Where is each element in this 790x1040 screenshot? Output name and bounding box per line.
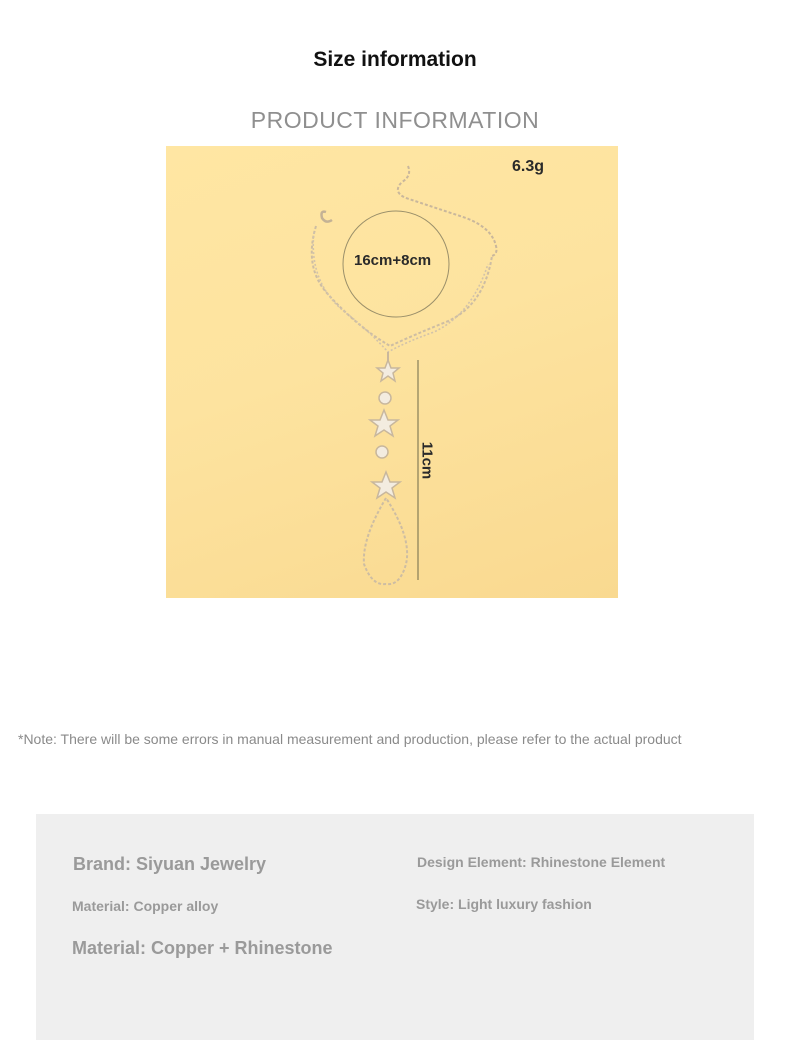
material-full-spec: Material: Copper + Rhinestone bbox=[72, 938, 333, 958]
star-charm-2 bbox=[370, 410, 398, 436]
brand-spec: Brand: Siyuan Jewelry bbox=[73, 854, 267, 874]
drop-length-label: 11cm bbox=[418, 441, 436, 480]
specs-panel bbox=[36, 814, 754, 1040]
style-spec: Style: Light luxury fashion bbox=[416, 896, 592, 912]
page-title: Size information bbox=[313, 48, 477, 71]
star-charm-3 bbox=[372, 472, 400, 498]
charm-link-1 bbox=[379, 392, 391, 404]
section-subtitle: PRODUCT INFORMATION bbox=[250, 107, 540, 128]
charm-link-2 bbox=[376, 446, 388, 458]
design-element-spec: Design Element: Rhinestone Element bbox=[417, 854, 666, 870]
bracelet-illustration bbox=[166, 146, 618, 598]
clasp bbox=[322, 212, 333, 222]
outer-chain bbox=[312, 226, 492, 346]
finger-loop bbox=[364, 498, 407, 584]
material-alloy-spec: Material: Copper alloy bbox=[72, 898, 219, 914]
star-charm-1 bbox=[377, 360, 399, 381]
weight-label: 6.3g bbox=[512, 158, 545, 175]
charm-stars bbox=[370, 360, 400, 498]
measurement-note: *Note: There will be some errors in manual measurement and production, please refer to the actual product bbox=[18, 731, 682, 747]
product-photo bbox=[166, 146, 618, 598]
inner-chain bbox=[313, 232, 488, 352]
extender-chain bbox=[398, 166, 497, 256]
chain-length-label: 16cm+8cm bbox=[354, 252, 432, 269]
